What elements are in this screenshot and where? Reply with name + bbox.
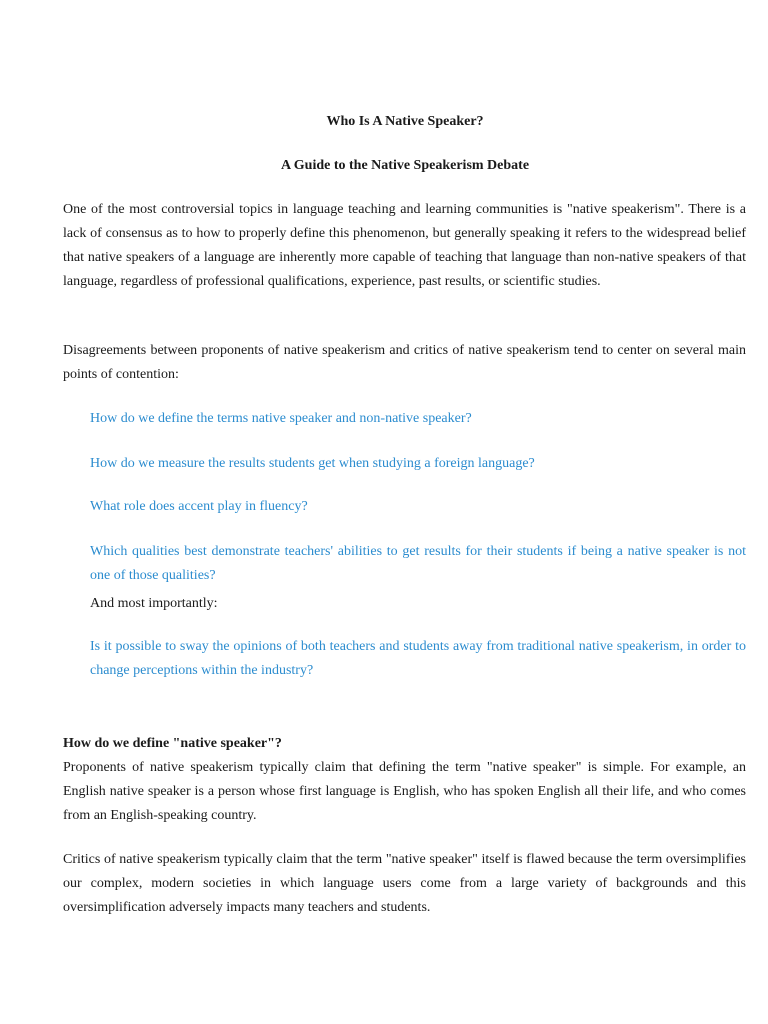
most-importantly-label: And most importantly: bbox=[90, 596, 218, 611]
document-title: Who Is A Native Speaker? bbox=[326, 114, 484, 129]
section-paragraph-1: Proponents of native speakerism typically claim that defining the term "native speaker" is simple. For example, an English native speaker is a person whose first language is English, who has spoken English all their life, and who comes from an English-speaking country. bbox=[63, 760, 746, 823]
document-subtitle: A Guide to the Native Speakerism Debate bbox=[280, 158, 530, 173]
question-item: How do we define the terms native speaker and non-native speaker? bbox=[90, 411, 472, 426]
question-item: What role does accent play in fluency? bbox=[90, 499, 308, 514]
section-heading: How do we define "native speaker"? bbox=[63, 736, 282, 751]
question-item: Which qualities best demonstrate teachers' abilities to get results for their students if being a native speaker is not one of those qualities? bbox=[90, 544, 746, 583]
disagreement-paragraph: Disagreements between proponents of native speakerism and critics of native speakerism tend to center on several main points of contention: bbox=[63, 343, 746, 382]
question-item: How do we measure the results students get when studying a foreign language? bbox=[90, 456, 535, 471]
final-question: Is it possible to sway the opinions of both teachers and students away from traditional native speakerism, in order to change perceptions within the industry? bbox=[90, 639, 746, 678]
intro-paragraph: One of the most controversial topics in language teaching and learning communities is "native speakerism". There is a lack of consensus as to how to properly define this phenomenon, but generally speaking it refers to the widespread belief that native speakers of a language are inherently more capable of teaching that language than non-native speakers of that language, regardless of professional qualifications, experience, past results, or scientific studies. bbox=[63, 202, 746, 289]
section-paragraph-2: Critics of native speakerism typically claim that the term "native speaker" itself is flawed because the term oversimplifies our complex, modern societies in which language users come from a large variety of backgrounds and this oversimplification adversely impacts many teachers and students. bbox=[63, 852, 746, 915]
